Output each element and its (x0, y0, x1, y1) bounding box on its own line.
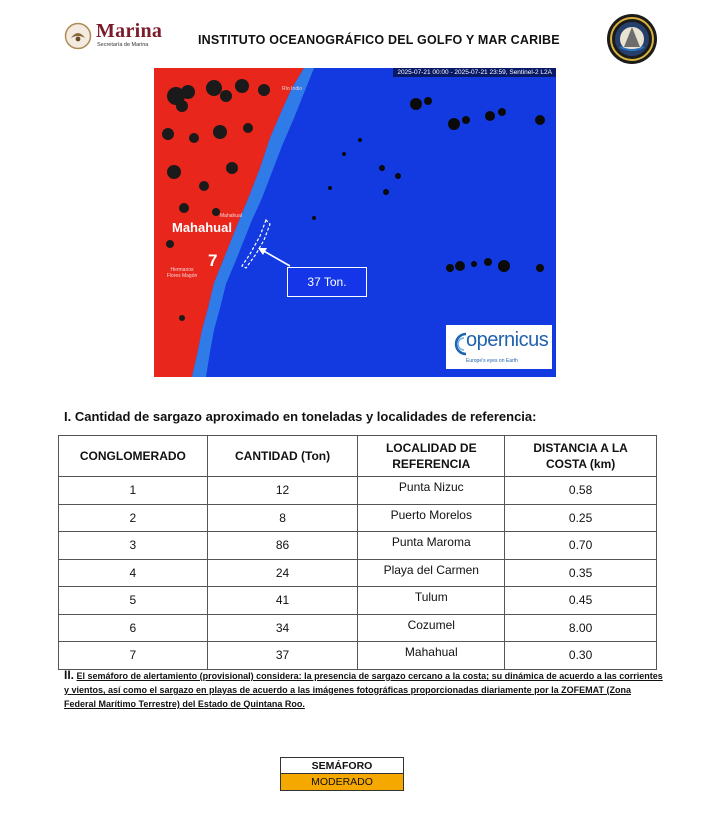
table-row (59, 504, 657, 532)
table-row (59, 532, 657, 560)
cell-distancia: 0.45 (505, 587, 657, 615)
map-date-range: 2025-07-21 00:00 - 2025-07-21 23:59, Sentinel-2 L2A (393, 68, 556, 77)
tonnage-callout: 37 Ton. (287, 267, 367, 297)
cell-conglomerado: 2 (59, 504, 208, 532)
table-row (59, 587, 657, 615)
note-number: II. (64, 668, 75, 682)
cell-conglomerado: 6 (59, 614, 208, 642)
header-localidad: LOCALIDAD DE REFERENCIA (358, 436, 505, 477)
satellite-map (154, 68, 556, 377)
semaforo-note (64, 668, 664, 711)
table-row (59, 614, 657, 642)
table-row (59, 477, 657, 505)
cell-conglomerado: 7 (59, 642, 208, 670)
cell-cantidad: 41 (207, 587, 358, 615)
copernicus-logo (446, 325, 552, 369)
cell-cantidad: 34 (207, 614, 358, 642)
cell-localidad: Punta Maroma (358, 532, 505, 560)
semaforo-box (280, 757, 404, 791)
cell-cantidad: 37 (207, 642, 358, 670)
cell-cantidad: 8 (207, 504, 358, 532)
town-label-hermanos: Hermanos Flores Magón (166, 267, 198, 279)
town-label-top: Río Indio (282, 86, 303, 92)
map-town-label: Mahahual (172, 220, 232, 235)
cell-localidad: Puerto Morelos (358, 504, 505, 532)
cell-localidad: Punta Nizuc (358, 477, 505, 505)
cell-cantidad: 86 (207, 532, 358, 560)
cell-distancia: 0.25 (505, 504, 657, 532)
cell-distancia: 0.35 (505, 559, 657, 587)
cell-conglomerado: 3 (59, 532, 208, 560)
cell-distancia: 0.58 (505, 477, 657, 505)
cell-localidad: Cozumel (358, 614, 505, 642)
table-header-row (59, 436, 657, 477)
copernicus-wordmark: opernicus (466, 329, 549, 351)
cell-distancia: 8.00 (505, 614, 657, 642)
town-label-mahahual-small: Mahahual (220, 213, 242, 219)
copernicus-tagline: Europe's eyes on Earth (466, 358, 518, 364)
cell-conglomerado: 4 (59, 559, 208, 587)
note-text: El semáforo de alertamiento (provisional) considera: la presencia de sargazo cercano a la costa; su dinámica de acuerdo a las corrientes y vientos, así como el sargazo en playas de acuerdo a las imágenes fotográficas proporcionadas diariamente por la ZOFEMAT (Zona Federal Marítimo Terrestre) del Estado de Quintana Roo. (64, 671, 663, 709)
cell-localidad: Mahahual (358, 642, 505, 670)
table-row (59, 642, 657, 670)
marina-logo-subtitle: Secretaría de Marina (97, 42, 149, 48)
sargassum-table (58, 435, 657, 670)
page-title: INSTITUTO OCEANOGRÁFICO DEL GOLFO Y MAR CARIBE (198, 33, 560, 47)
semaforo-title: SEMÁFORO (281, 758, 403, 774)
header-distancia: DISTANCIA A LA COSTA (km) (505, 436, 657, 477)
cell-conglomerado: 1 (59, 477, 208, 505)
cell-cantidad: 24 (207, 559, 358, 587)
marina-logo (64, 20, 174, 52)
conglomerate-number: 7 (208, 251, 218, 270)
eagle-emblem-icon (64, 22, 92, 50)
cell-localidad: Playa del Carmen (358, 559, 505, 587)
marina-logo-name: Marina (96, 20, 163, 42)
section-title: I. Cantidad de sargazo aproximado en toneladas y localidades de referencia: (64, 409, 537, 424)
header-conglomerado: CONGLOMERADO (59, 436, 208, 477)
semaforo-level: MODERADO (281, 774, 403, 790)
institute-seal-icon (606, 13, 658, 65)
cell-localidad: Tulum (358, 587, 505, 615)
header-cantidad: CANTIDAD (Ton) (207, 436, 358, 477)
cell-distancia: 0.70 (505, 532, 657, 560)
cell-distancia: 0.30 (505, 642, 657, 670)
table-row (59, 559, 657, 587)
cell-conglomerado: 5 (59, 587, 208, 615)
cell-cantidad: 12 (207, 477, 358, 505)
